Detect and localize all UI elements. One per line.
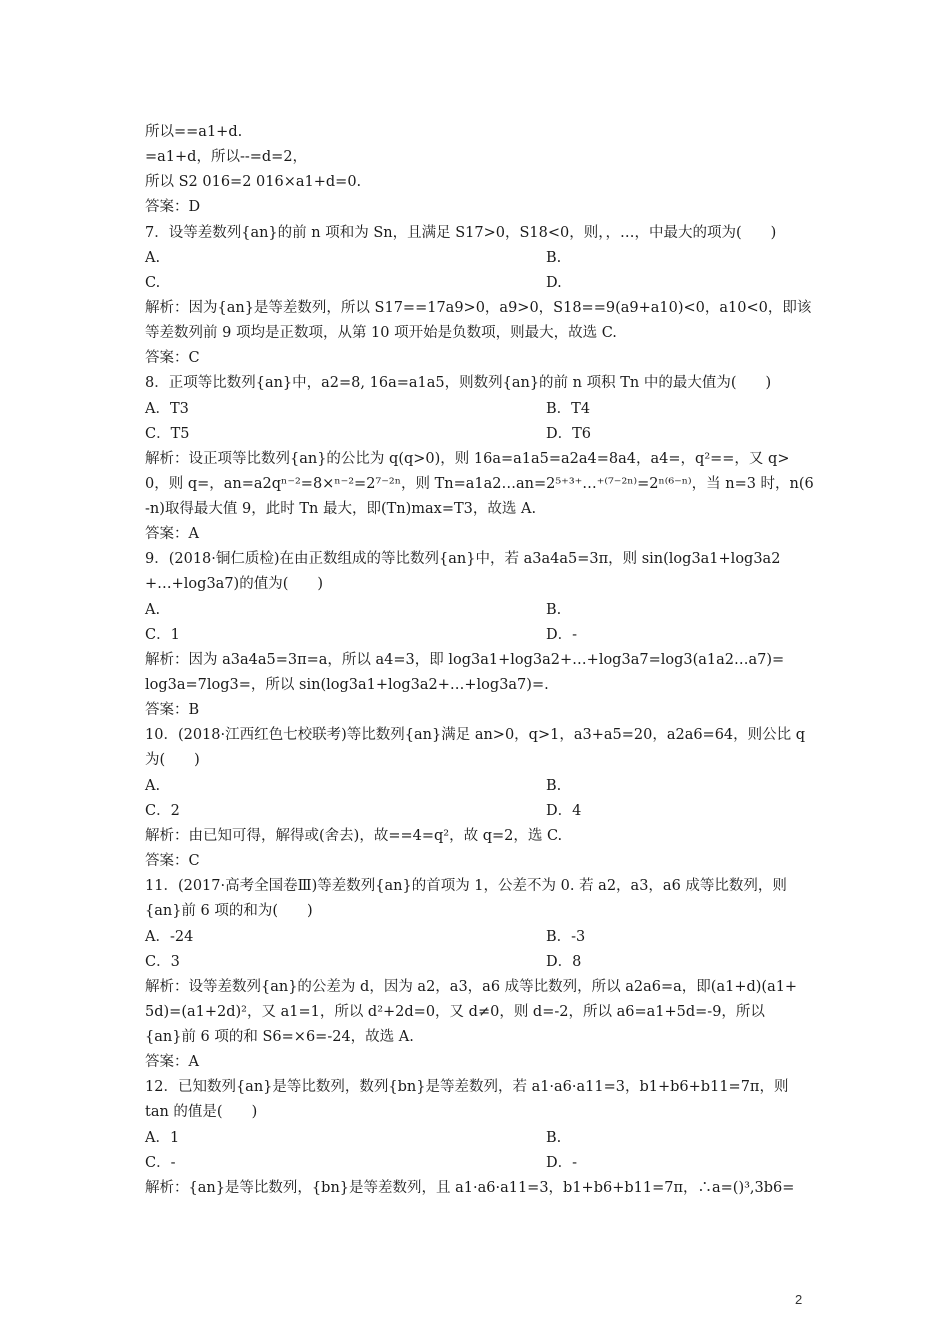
q8-option-c: C．T5 (145, 426, 190, 442)
text-line: 所以 S2 016=2 016×a1+d=0. (145, 174, 362, 190)
q9-option-c: C．1 (145, 627, 180, 643)
q10-analysis-line: 解析：由已知可得，解得或(舍去)，故==4=q²，故 q=2，选 C. (145, 828, 563, 844)
q11-analysis-line: {an}前 6 项的和 S6=×6=-24，故选 A. (145, 1029, 414, 1045)
q9-option-d: D．- (546, 627, 578, 643)
q11-analysis-line: 5d)=(a1+2d)²，又 a1=1，所以 d²+2d=0，又 d≠0，则 d=-2，所以 a6=a1+5d=-9，所以 (145, 1004, 765, 1020)
text-line: 所以==a1+d. (145, 124, 243, 140)
q12-option-b: B. (546, 1130, 562, 1146)
question-9-stem: 9．(2018·铜仁质检)在由正数组成的等比数列{an}中，若 a3a4a5=3π，则 sin(log3a1+log3a2 (145, 551, 781, 567)
q10-option-c: C．2 (145, 803, 180, 819)
q8-option-a: A．T3 (145, 401, 189, 417)
q8-analysis-line: -n)取得最大值 9，此时 Tn 最大，即(Tn)max=T3，故选 A. (145, 501, 537, 517)
question-12-stem: 12．已知数列{an}是等比数列，数列{bn}是等差数列，若 a1·a6·a11=3，b1+b6+b11=7π，则 (145, 1079, 789, 1095)
q9-analysis-line: log3a=7log3=，所以 sin(log3a1+log3a2+…+log3a7)=. (145, 677, 549, 693)
q10-option-d: D．4 (546, 803, 582, 819)
question-11-stem: {an}前 6 项的和为( ) (145, 903, 313, 919)
q11-option-d: D．8 (546, 954, 582, 970)
q7-answer: 答案：C (145, 350, 200, 366)
q12-analysis-line: 解析：{an}是等比数列，{bn}是等差数列，且 a1·a6·a11=3，b1+b6+b11=7π，∴a=()³,3b6= (145, 1180, 795, 1196)
question-9-stem: +…+log3a7)的值为( ) (145, 576, 324, 592)
text-line: =a1+d，所以--=d=2， (145, 149, 308, 165)
answer-line: 答案：D (145, 199, 201, 215)
q9-analysis-line: 解析：因为 a3a4a5=3π=a，所以 a4=3，即 log3a1+log3a2+…+log3a7=log3(a1a2…a7)= (145, 652, 785, 668)
question-7-stem: 7．设等差数列{an}的前 n 项和为 Sn，且满足 S17>0，S18<0，则，，…，中最大的项为( ) (145, 225, 777, 241)
q11-analysis-line: 解析：设等差数列{an}的公差为 d，因为 a2，a3，a6 成等比数列，所以 a2a6=a，即(a1+d)(a1+ (145, 979, 798, 995)
q11-answer: 答案：A (145, 1054, 199, 1070)
q8-option-b: B．T4 (546, 401, 591, 417)
question-11-stem: 11．(2017·高考全国卷Ⅲ)等差数列{an}的首项为 1，公差不为 0. 若 a2，a3，a6 成等比数列，则 (145, 878, 787, 894)
q10-option-a: A. (145, 778, 161, 794)
q8-analysis-line: 解析：设正项等比数列{an}的公比为 q(q>0)，则 16a=a1a5=a2a4=8a4，a4=，q²==，又 q> (145, 451, 790, 467)
q9-answer: 答案：B (145, 702, 200, 718)
q11-option-c: C．3 (145, 954, 180, 970)
q7-analysis-line: 解析：因为{an}是等差数列，所以 S17==17a9>0，a9>0，S18==9(a9+a10)<0，a10<0，即该 (145, 300, 812, 316)
page-number: 2 (795, 1292, 803, 1307)
q11-option-b: B．-3 (546, 929, 586, 945)
q10-option-b: B. (546, 778, 562, 794)
q8-option-d: D．T6 (546, 426, 592, 442)
q7-analysis-line: 等差数列前 9 项均是正数项，从第 10 项开始是负数项，则最大，故选 C. (145, 325, 617, 341)
q8-analysis-line: 0，则 q=，an=a2qⁿ⁻²=8×ⁿ⁻²=2⁷⁻²ⁿ，则 Tn=a1a2…an=2⁵⁺³⁺…⁺⁽⁷⁻²ⁿ⁾=2ⁿ⁽⁶⁻ⁿ⁾，当 n=3 时，n(6 (145, 476, 814, 492)
q7-option-c: C. (145, 275, 161, 291)
q8-answer: 答案：A (145, 526, 199, 542)
q12-option-d: D．- (546, 1155, 578, 1171)
q11-option-a: A．-24 (145, 929, 194, 945)
q10-answer: 答案：C (145, 853, 200, 869)
q7-option-b: B. (546, 250, 562, 266)
q9-option-a: A. (145, 602, 161, 618)
question-8-stem: 8．正项等比数列{an}中，a2=8, 16a=a1a5，则数列{an}的前 n 项积 Tn 中的最大值为( ) (145, 375, 772, 391)
q12-option-a: A．1 (145, 1130, 180, 1146)
q7-option-a: A. (145, 250, 161, 266)
q9-option-b: B. (546, 602, 562, 618)
question-12-stem: tan 的值是( ) (145, 1104, 258, 1120)
question-10-stem: 10．(2018·江西红色七校联考)等比数列{an}满足 an>0，q>1，a3+a5=20，a2a6=64，则公比 q (145, 727, 806, 743)
q12-option-c: C．- (145, 1155, 176, 1171)
question-10-stem: 为( ) (145, 752, 200, 768)
q7-option-d: D. (546, 275, 562, 291)
